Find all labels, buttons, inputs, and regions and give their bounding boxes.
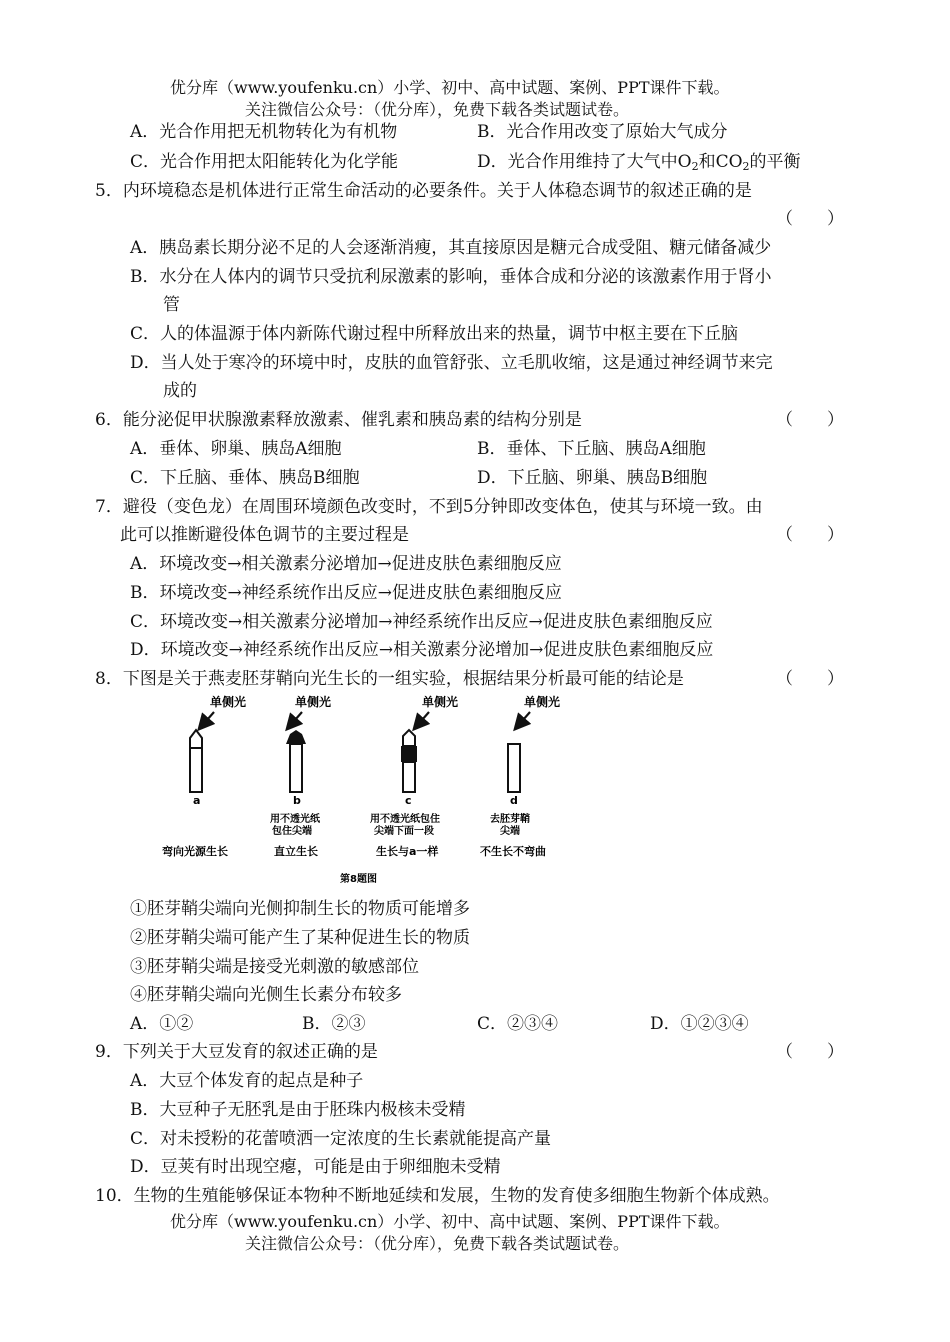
q4-option-a[interactable]: A．光合作用把无机物转化为有机物: [130, 122, 398, 142]
opaque-sleeve-c: [401, 746, 417, 762]
q5-option-d-line2: 成的: [163, 381, 197, 401]
q9-option-d[interactable]: D．豆荚有时出现空瘪，可能是由于卵细胞未受精: [130, 1157, 501, 1177]
q7-stem-line2: 此可以推断避役体色调节的主要过程是: [120, 525, 409, 545]
figure-caption: 第8题图: [340, 874, 377, 885]
result-d: 不生长不弯曲: [480, 845, 546, 858]
note-c-2: 尖端下面一段: [374, 826, 434, 837]
note-d-1: 去胚芽鞘: [490, 814, 530, 825]
note-b-1: 用不透光纸: [270, 814, 320, 825]
q6-stem: 6．能分泌促甲状腺激素释放激素、催乳素和胰岛素的结构分别是: [95, 410, 582, 430]
q9-stem: 9．下列关于大豆发育的叙述正确的是: [95, 1042, 378, 1062]
q8-statement-3: ③胚芽鞘尖端是接受光刺激的敏感部位: [130, 957, 419, 977]
result-a: 弯向光源生长: [162, 845, 228, 858]
page-header-line1: 优分库（www.youfenku.cn）小学、初中、高中试题、案例、PPT课件下载。: [170, 78, 730, 97]
coleoptile-d: [508, 744, 520, 792]
q5-option-b-line1[interactable]: B．水分在人体内的调节只受抗利尿激素的影响，垂体合成和分泌的该激素作用于肾小: [130, 267, 772, 287]
q9-option-a[interactable]: A．大豆个体发育的起点是种子: [130, 1071, 364, 1091]
q7-option-d[interactable]: D．环境改变→神经系统作出反应→相关激素分泌增加→促进皮肤色素细胞反应: [130, 640, 714, 660]
note-d-2: 尖端: [500, 826, 520, 837]
label-c: c: [405, 794, 412, 807]
light-label-d: 单侧光: [524, 695, 561, 709]
q6-option-d[interactable]: D．下丘脑、卵巢、胰岛B细胞: [477, 468, 708, 488]
q7-stem-line1: 7．避役（变色龙）在周围环境颜色改变时，不到5分钟即改变体色，使其与环境一致。由: [95, 497, 763, 517]
label-d: d: [510, 794, 518, 807]
light-arrow-c: [415, 712, 429, 728]
coleoptile-b: [290, 744, 302, 792]
coleoptile-tip-c: [403, 730, 415, 746]
light-label-a: 单侧光: [210, 695, 247, 709]
q7-option-c[interactable]: C．环境改变→相关激素分泌增加→神经系统作出反应→促进皮肤色素细胞反应: [130, 612, 713, 632]
q8-option-d[interactable]: D．①②③④: [650, 1014, 749, 1034]
q8-option-b[interactable]: B．②③: [302, 1014, 366, 1034]
q8-option-c[interactable]: C．②③④: [477, 1014, 559, 1034]
q7-option-b[interactable]: B．环境改变→神经系统作出反应→促进皮肤色素细胞反应: [130, 583, 562, 603]
q6-option-b[interactable]: B．垂体、下丘脑、胰岛A细胞: [477, 439, 706, 459]
q8-statement-4: ④胚芽鞘尖端向光侧生长素分布较多: [130, 985, 402, 1005]
label-a: a: [193, 794, 201, 807]
q4-option-d-text2: 和CO: [698, 152, 743, 172]
q4-option-d-text3: 的平衡: [749, 152, 801, 172]
coleoptile-c: [403, 762, 415, 792]
page-header-line2: 关注微信公众号：（优分库），免费下载各类试题试卷。: [245, 100, 630, 119]
note-c-1: 用不透光纸包住: [370, 814, 440, 825]
page-footer-line2: 关注微信公众号：（优分库），免费下载各类试题试卷。: [245, 1234, 630, 1253]
label-b: b: [293, 794, 301, 807]
coleoptile-experiment-figure: [150, 690, 580, 886]
opaque-cap-b: [286, 730, 306, 744]
light-label-b: 单侧光: [295, 695, 332, 709]
q9-option-b[interactable]: B．大豆种子无胚乳是由于胚珠内极核未受精: [130, 1100, 466, 1120]
light-arrow-b: [288, 712, 302, 728]
q9-answer-blank[interactable]: （ ）: [776, 1042, 844, 1062]
q4-option-d-text1: D．光合作用维持了大气中O: [477, 152, 692, 172]
q4-option-d-sub1: 2: [691, 160, 699, 173]
q9-option-c[interactable]: C．对未授粉的花蕾喷洒一定浓度的生长素就能提高产量: [130, 1129, 552, 1149]
q10-stem: 10．生物的生殖能够保证本物种不断地延续和发展，生物的发育使多细胞生物新个体成熟。: [95, 1186, 780, 1206]
result-c: 生长与a一样: [376, 845, 439, 858]
q5-answer-blank[interactable]: （ ）: [776, 209, 844, 229]
q8-answer-blank[interactable]: （ ）: [776, 669, 844, 689]
q5-option-a[interactable]: A．胰岛素长期分泌不足的人会逐渐消瘦，其直接原因是糖元合成受阻、糖元储备减少: [130, 238, 772, 258]
q7-answer-blank[interactable]: （ ）: [776, 525, 844, 545]
light-label-c: 单侧光: [422, 695, 459, 709]
note-b-2: 包住尖端: [272, 826, 312, 837]
q8-stem: 8．下图是关于燕麦胚芽鞘向光生长的一组实验，根据结果分析最可能的结论是: [95, 669, 684, 689]
q4-option-b[interactable]: B．光合作用改变了原始大气成分: [477, 122, 728, 142]
q8-option-a[interactable]: A．①②: [130, 1014, 194, 1034]
q6-answer-blank[interactable]: （ ）: [776, 410, 844, 430]
q6-option-c[interactable]: C．下丘脑、垂体、胰岛B细胞: [130, 468, 360, 488]
q4-option-d-sub2: 2: [742, 160, 750, 173]
result-b: 直立生长: [274, 845, 318, 858]
q6-option-a[interactable]: A．垂体、卵巢、胰岛A细胞: [130, 439, 342, 459]
q4-option-c[interactable]: C．光合作用把太阳能转化为化学能: [130, 152, 399, 172]
q7-option-a[interactable]: A．环境改变→相关激素分泌增加→促进皮肤色素细胞反应: [130, 554, 562, 574]
q8-statement-1: ①胚芽鞘尖端向光侧抑制生长的物质可能增多: [130, 899, 470, 919]
light-arrow-a: [200, 712, 214, 728]
q5-option-d-line1[interactable]: D．当人处于寒冷的环境中时，皮肤的血管舒张、立毛肌收缩，这是通过神经调节来完: [130, 353, 773, 373]
q5-option-c[interactable]: C．人的体温源于体内新陈代谢过程中所释放出来的热量，调节中枢主要在下丘脑: [130, 324, 739, 344]
q8-statement-2: ②胚芽鞘尖端可能产生了某种促进生长的物质: [130, 928, 470, 948]
light-arrow-d: [516, 712, 530, 728]
q4-option-d[interactable]: [477, 151, 801, 173]
q5-stem: 5．内环境稳态是机体进行正常生命活动的必要条件。关于人体稳态调节的叙述正确的是: [95, 181, 752, 201]
q5-option-b-line2: 管: [163, 295, 180, 315]
coleoptile-a: [190, 748, 202, 792]
page-footer-line1: 优分库（www.youfenku.cn）小学、初中、高中试题、案例、PPT课件下载。: [170, 1212, 730, 1231]
